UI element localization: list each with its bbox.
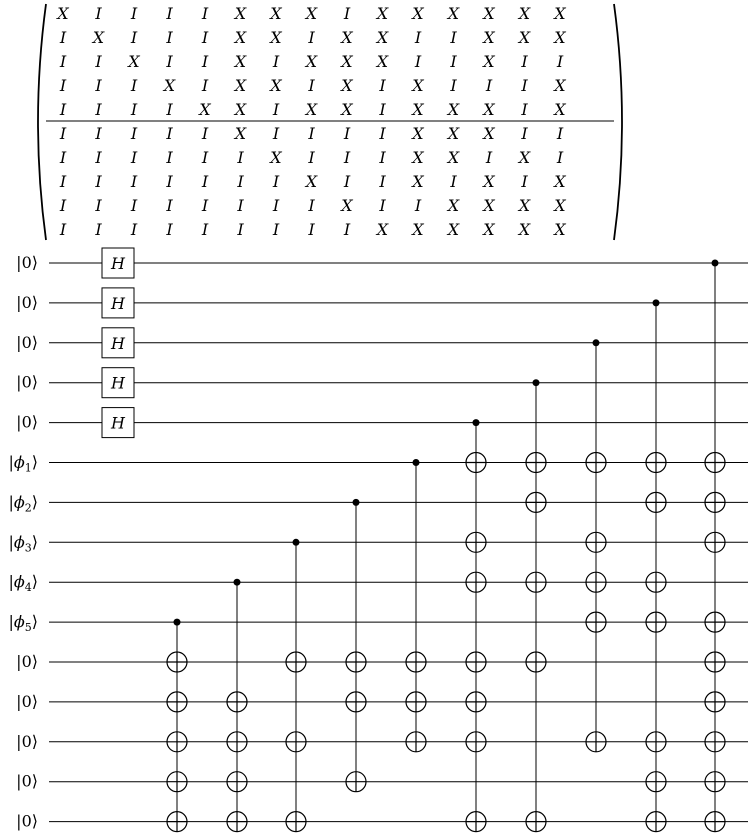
matrix-entry: I (450, 172, 457, 191)
matrix-entry: X (447, 100, 460, 119)
hadamard-label: H (111, 413, 125, 433)
matrix-entry: I (95, 100, 102, 119)
matrix-entry: I (272, 196, 280, 215)
qubit-ket-label: |0⟩ (16, 652, 38, 671)
matrix-entry: I (95, 220, 102, 239)
matrix-entry: X (554, 28, 566, 47)
matrix-entry: X (234, 76, 247, 95)
matrix-entry: X (376, 220, 389, 239)
matrix-entry: X (270, 4, 282, 23)
target-xor-gate (346, 772, 366, 792)
qubit-ket-label: |0⟩ (16, 372, 38, 392)
matrix-entry: I (59, 196, 67, 215)
qubit-ket-label: |0⟩ (16, 332, 38, 352)
cnot-column (526, 379, 546, 831)
matrix-entry: I (59, 220, 67, 239)
target-xor-gate (586, 732, 606, 752)
hadamard-label: H (111, 333, 125, 353)
matrix-entry: X (376, 4, 389, 23)
matrix-entry: I (343, 124, 351, 143)
qubit-ket-label: |0⟩ (16, 731, 38, 751)
matrix-entry: I (272, 172, 280, 191)
matrix-entry: X (305, 100, 318, 119)
target-xor-gate (167, 772, 187, 792)
target-xor-gate (646, 492, 666, 512)
control-dot (712, 260, 719, 267)
matrix-entry: X (412, 100, 424, 119)
cnot-column (346, 499, 366, 792)
target-xor-gate (167, 732, 187, 752)
matrix-entry: I (201, 52, 209, 71)
matrix-entry: X (554, 172, 566, 191)
matrix-entry: I (130, 124, 138, 143)
matrix-entry: I (95, 148, 102, 167)
target-xor-gate (227, 732, 247, 752)
matrix-entry: I (308, 196, 315, 215)
matrix-entry: I (166, 148, 173, 167)
matrix-entry: I (237, 220, 244, 239)
matrix-entry: I (130, 196, 138, 215)
matrix-entry: X (518, 196, 531, 215)
matrix-entry: X (412, 148, 424, 167)
matrix-entry: X (554, 196, 566, 215)
control-dot (234, 579, 241, 586)
matrix-entry: I (95, 4, 102, 23)
matrix-entry: I (201, 76, 209, 95)
target-xor-gate (646, 812, 666, 832)
target-xor-gate (646, 572, 666, 592)
matrix-entry: I (59, 52, 67, 71)
matrix-entry: X (483, 28, 495, 47)
matrix-left-paren (38, 4, 46, 240)
matrix-entry: I (130, 4, 138, 23)
target-xor-gate (526, 812, 546, 832)
cnot-column (586, 339, 606, 752)
qubit-ket-label: |0⟩ (16, 811, 38, 831)
cnot-column (646, 299, 666, 831)
matrix-entry: I (130, 100, 138, 119)
matrix-entry: I (272, 52, 280, 71)
matrix-entry: I (166, 196, 173, 215)
target-xor-gate (346, 652, 366, 672)
matrix-entry: X (234, 100, 247, 119)
matrix-entry: I (237, 172, 244, 191)
target-xor-gate (227, 692, 247, 712)
target-xor-gate (705, 612, 725, 632)
matrix-entry: X (270, 148, 282, 167)
matrix-entry: X (554, 76, 566, 95)
matrix-entry: I (272, 220, 280, 239)
matrix-entry: I (166, 172, 173, 191)
target-xor-gate (586, 453, 606, 473)
matrix-entry: X (483, 4, 495, 23)
matrix-entry: I (59, 76, 67, 95)
cnot-column (705, 260, 725, 832)
matrix-entry: I (556, 52, 564, 71)
target-xor-gate (286, 812, 306, 832)
matrix-entry: I (201, 220, 209, 239)
matrix-entry: X (199, 100, 211, 119)
target-xor-gate (466, 453, 486, 473)
target-xor-gate (526, 453, 546, 473)
qubit-ket-label: |0⟩ (16, 292, 38, 312)
matrix-entry: X (270, 28, 282, 47)
target-xor-gate (586, 572, 606, 592)
matrix-entry: I (130, 148, 138, 167)
matrix-entry: I (201, 28, 209, 47)
cnot-column (466, 419, 486, 831)
matrix-entry: I (201, 148, 209, 167)
control-dot (533, 379, 540, 386)
matrix-entry: X (376, 28, 389, 47)
cnot-column (227, 579, 247, 832)
target-xor-gate (346, 692, 366, 712)
target-xor-gate (586, 612, 606, 632)
target-xor-gate (227, 772, 247, 792)
matrix-entry: I (308, 148, 315, 167)
qubit-ket-label: |0⟩ (16, 691, 38, 711)
target-xor-gate (705, 812, 725, 832)
matrix-entry: X (447, 220, 460, 239)
matrix-entry: I (379, 76, 386, 95)
control-dot (174, 619, 181, 626)
hadamard-label: H (111, 293, 125, 313)
matrix-entry: I (450, 76, 457, 95)
matrix-entry: X (376, 52, 389, 71)
matrix-entry: I (414, 52, 422, 71)
matrix-entry: I (59, 148, 67, 167)
target-xor-gate (167, 692, 187, 712)
matrix-entry: X (305, 4, 318, 23)
hadamard-gate (102, 288, 134, 318)
matrix-entry: X (341, 76, 353, 95)
matrix-entry: X (518, 28, 531, 47)
matrix-entry: X (518, 220, 531, 239)
matrix-entry: X (234, 52, 247, 71)
matrix-entry: I (95, 76, 102, 95)
matrix-entry: X (128, 52, 140, 71)
circuit-gates (102, 248, 725, 832)
qubit-ket-label: $|\phi_2⟩$ (8, 492, 38, 515)
matrix-entry: X (447, 4, 460, 23)
target-xor-gate (286, 732, 306, 752)
matrix-entry: X (270, 76, 282, 95)
matrix-entry: X (518, 4, 531, 23)
cnot-column (286, 539, 306, 832)
matrix-entry: I (201, 124, 209, 143)
target-xor-gate (646, 732, 666, 752)
matrix-entry: I (201, 196, 209, 215)
cnot-column (406, 459, 426, 752)
matrix-entry: I (95, 196, 102, 215)
matrix-entry: X (412, 124, 424, 143)
matrix-entry: X (341, 28, 353, 47)
matrix-entry: X (483, 220, 495, 239)
hadamard-gate (102, 368, 134, 398)
matrix-entry: I (308, 76, 315, 95)
matrix-entry: X (234, 28, 247, 47)
matrix-entry: X (57, 4, 69, 23)
control-dot (353, 499, 360, 506)
target-xor-gate (646, 453, 666, 473)
matrix-entry: I (95, 52, 102, 71)
matrix-entry: I (166, 28, 173, 47)
matrix-entry: I (379, 148, 386, 167)
matrix-entry: I (485, 76, 493, 95)
cnot-column (167, 619, 187, 832)
qubit-ket-label: $|\phi_5⟩$ (8, 612, 38, 635)
hadamard-label: H (111, 373, 125, 393)
target-xor-gate (466, 732, 486, 752)
target-xor-gate (705, 492, 725, 512)
control-dot (473, 419, 480, 426)
target-xor-gate (286, 652, 306, 672)
hadamard-gate (102, 248, 134, 278)
matrix-entry: I (450, 52, 457, 71)
matrix-entry: I (272, 100, 280, 119)
matrix-entry: X (341, 52, 353, 71)
matrix-entry: X (447, 148, 460, 167)
control-dot (593, 339, 600, 346)
target-xor-gate (526, 572, 546, 592)
matrix-entry: I (343, 148, 351, 167)
target-xor-gate (406, 732, 426, 752)
matrix-entry: X (412, 4, 424, 23)
target-xor-gate (466, 572, 486, 592)
target-xor-gate (705, 692, 725, 712)
target-xor-gate (705, 453, 725, 473)
matrix-entry: X (483, 100, 495, 119)
matrix-entry: X (305, 52, 318, 71)
matrix-entry: X (518, 148, 531, 167)
matrix-entry: I (308, 124, 315, 143)
qubit-ket-label: $|\phi_4⟩$ (8, 572, 38, 595)
matrix-entry: X (554, 4, 566, 23)
matrix-entry: I (521, 100, 528, 119)
matrix-entry: X (163, 76, 176, 95)
matrix-entry: X (483, 124, 495, 143)
matrix-entry: I (166, 124, 173, 143)
matrix-entry: I (130, 172, 138, 191)
matrix-entry: I (450, 28, 457, 47)
qubit-ket-label: $|\phi_3⟩$ (8, 532, 38, 555)
matrix-entry: I (308, 28, 315, 47)
matrix-entry: I (308, 220, 315, 239)
matrix-entry: I (201, 172, 209, 191)
target-xor-gate (526, 652, 546, 672)
matrix-entry: I (521, 52, 528, 71)
matrix-entry: I (237, 148, 244, 167)
matrix-entry: I (166, 52, 173, 71)
matrix-entry: I (521, 124, 528, 143)
hadamard-gate (102, 328, 134, 358)
control-dot (653, 299, 660, 306)
matrix-entry: I (485, 148, 493, 167)
target-xor-gate (586, 532, 606, 552)
matrix-entry: I (59, 172, 67, 191)
stabilizer-matrix (38, 4, 622, 240)
matrix-entry: X (412, 220, 424, 239)
qubit-ket-label: |0⟩ (16, 771, 38, 791)
matrix-entry: X (305, 172, 318, 191)
control-dot (413, 459, 420, 466)
matrix-entry: I (59, 28, 67, 47)
target-xor-gate (466, 812, 486, 832)
matrix-entry: X (234, 124, 247, 143)
matrix-entry: I (556, 148, 564, 167)
matrix-entry: X (483, 52, 495, 71)
qubit-ket-label: |0⟩ (16, 412, 38, 432)
target-xor-gate (227, 812, 247, 832)
matrix-entry: I (201, 4, 209, 23)
matrix-entry: I (59, 100, 67, 119)
matrix-right-paren (614, 4, 622, 240)
matrix-entry: X (447, 124, 460, 143)
matrix-entry: I (521, 76, 528, 95)
matrix-entry: I (379, 172, 386, 191)
target-xor-gate (705, 532, 725, 552)
hadamard-label: H (111, 254, 125, 273)
matrix-entry: X (92, 28, 105, 47)
target-xor-gate (466, 532, 486, 552)
matrix-entry: I (95, 172, 102, 191)
hadamard-gate (102, 408, 134, 438)
matrix-entry: X (447, 196, 460, 215)
matrix-entry: X (234, 4, 247, 23)
target-xor-gate (167, 812, 187, 832)
matrix-entry: I (379, 100, 386, 119)
matrix-entry: I (59, 124, 67, 143)
matrix-entry: I (166, 100, 173, 119)
target-xor-gate (705, 652, 725, 672)
target-xor-gate (646, 612, 666, 632)
matrix-entry: I (343, 220, 351, 239)
matrix-entry: X (554, 220, 566, 239)
matrix-entry: I (414, 196, 422, 215)
qubit-ket-label: $|\phi_1⟩$ (8, 452, 38, 475)
target-xor-gate (406, 692, 426, 712)
matrix-entry: I (237, 196, 244, 215)
matrix-entry: I (166, 220, 173, 239)
matrix-entry: X (483, 172, 495, 191)
matrix-entry: X (341, 196, 353, 215)
matrix-entry: I (379, 124, 386, 143)
matrix-entry: I (521, 172, 528, 191)
control-dot (293, 539, 300, 546)
matrix-entry: X (483, 196, 495, 215)
matrix-entry: I (95, 124, 102, 143)
matrix-entry: X (341, 100, 353, 119)
matrix-entry: I (414, 28, 422, 47)
target-xor-gate (705, 772, 725, 792)
matrix-entry: I (343, 4, 351, 23)
matrix-entry: I (343, 172, 351, 191)
matrix-entry: I (556, 124, 564, 143)
matrix-entry: I (166, 4, 173, 23)
qubit-ket-label: |0⟩ (16, 253, 38, 272)
matrix-entry: I (379, 196, 386, 215)
target-xor-gate (646, 772, 666, 792)
target-xor-gate (406, 652, 426, 672)
matrix-entry: I (272, 124, 280, 143)
matrix-entry: I (130, 220, 138, 239)
target-xor-gate (705, 732, 725, 752)
matrix-entry: X (412, 76, 424, 95)
matrix-entry: X (554, 100, 566, 119)
matrix-entry: I (130, 76, 138, 95)
target-xor-gate (466, 652, 486, 672)
target-xor-gate (526, 492, 546, 512)
target-xor-gate (167, 652, 187, 672)
matrix-entry: X (412, 172, 424, 191)
matrix-entry: I (130, 28, 138, 47)
target-xor-gate (466, 692, 486, 712)
